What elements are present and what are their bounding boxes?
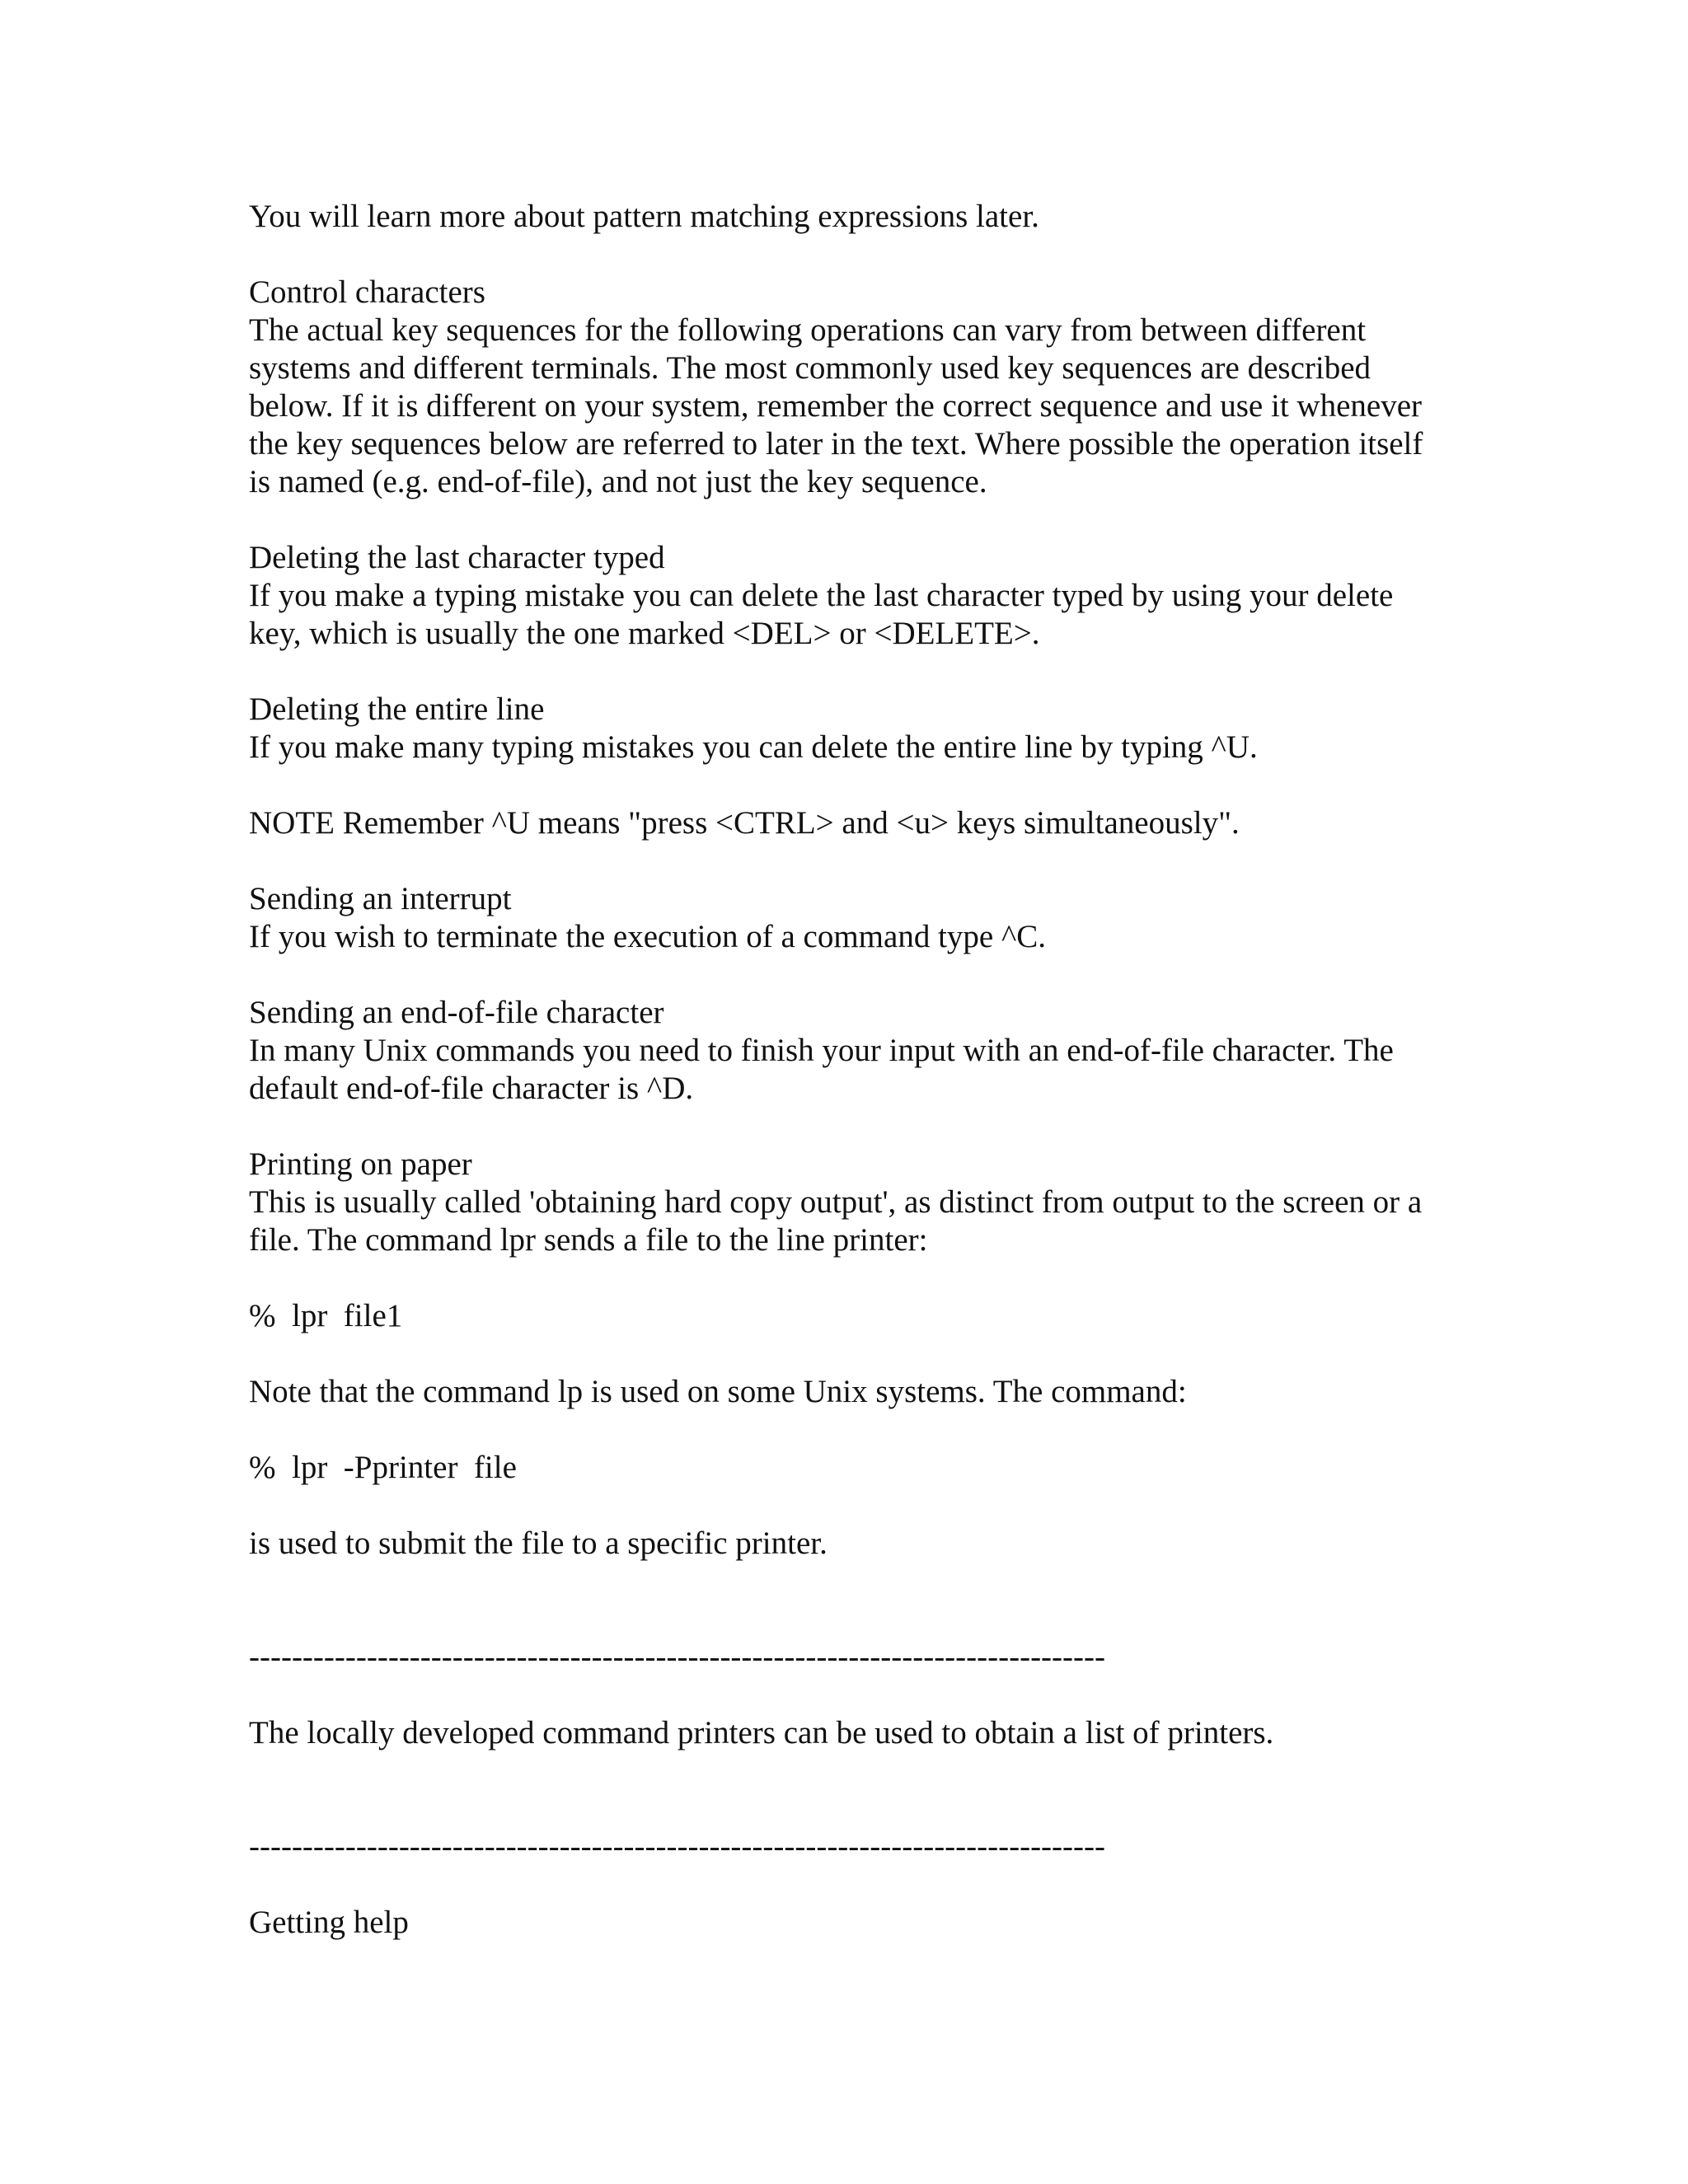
- note-text: NOTE Remember ^U means "press <CTRL> and <u> keys simultaneously".: [249, 805, 1240, 841]
- spacer: [249, 236, 1452, 274]
- delete-char-heading: Deleting the last character typed: [249, 540, 665, 575]
- local-printers-note: The locally developed command printers can be used to obtain a list of printers.: [249, 1715, 1274, 1750]
- interrupt-body: If you wish to terminate the execution of a command type ^C.: [249, 919, 1047, 954]
- delete-line-body: If you make many typing mistakes you can delete the entire line by typing ^U.: [249, 729, 1258, 765]
- spacer: [249, 1676, 1452, 1714]
- delete-line-heading: Deleting the entire line: [249, 691, 545, 727]
- delete-char-body: If you make a typing mistake you can delete the last character typed by using your delete key, which is usually the one marked <DEL> or <DELETE>.: [249, 578, 1402, 651]
- spacer: [249, 1866, 1452, 1904]
- spacer: [249, 501, 1452, 539]
- spacer: [249, 956, 1452, 994]
- spacer: [249, 1752, 1452, 1828]
- spacer: [249, 842, 1452, 880]
- separator-line-1: --------------------------------------------------------------------------------: [249, 1639, 1105, 1675]
- spacer: [249, 1487, 1452, 1525]
- interrupt-heading: Sending an interrupt: [249, 881, 512, 916]
- spacer: [249, 1335, 1452, 1373]
- command-example-2: % lpr -Pprinter file: [249, 1450, 517, 1485]
- spacer: [249, 1108, 1452, 1146]
- specific-printer-text: is used to submit the file to a specific printer.: [249, 1526, 828, 1561]
- eof-body: In many Unix commands you need to finish your input with an end-of-file character. The default end-of-file character is ^D.: [249, 1033, 1402, 1106]
- spacer: [249, 1259, 1452, 1297]
- separator-line-2: --------------------------------------------------------------------------------: [249, 1829, 1105, 1864]
- command-example-1: % lpr file1: [249, 1298, 403, 1333]
- lp-note-text: Note that the command lp is used on some Unix systems. The command:: [249, 1374, 1187, 1409]
- spacer: [249, 653, 1452, 691]
- spacer: [249, 1563, 1452, 1638]
- printing-heading: Printing on paper: [249, 1146, 472, 1182]
- getting-help-heading: Getting help: [249, 1905, 409, 1940]
- spacer: [249, 1411, 1452, 1449]
- spacer: [249, 766, 1452, 804]
- document-page: [249, 198, 1452, 1942]
- intro-text: You will learn more about pattern matching expressions later.: [249, 199, 1039, 234]
- printing-body: This is usually called 'obtaining hard copy output', as distinct from output to the screen or a file. The command lpr sends a file to the line printer:: [249, 1184, 1430, 1258]
- eof-heading: Sending an end-of-file character: [249, 995, 664, 1030]
- control-characters-heading: Control characters: [249, 274, 485, 310]
- control-characters-body: The actual key sequences for the following operations can vary from between different systems and different terminals. The most commonly used key sequences are described below. If it is different on your system, remember the correct sequence and use it whenever the key sequences below are referred to later in the text. Where possible the operation itself is named (e.g. end-of-file), and not just the key sequence.: [249, 312, 1432, 499]
